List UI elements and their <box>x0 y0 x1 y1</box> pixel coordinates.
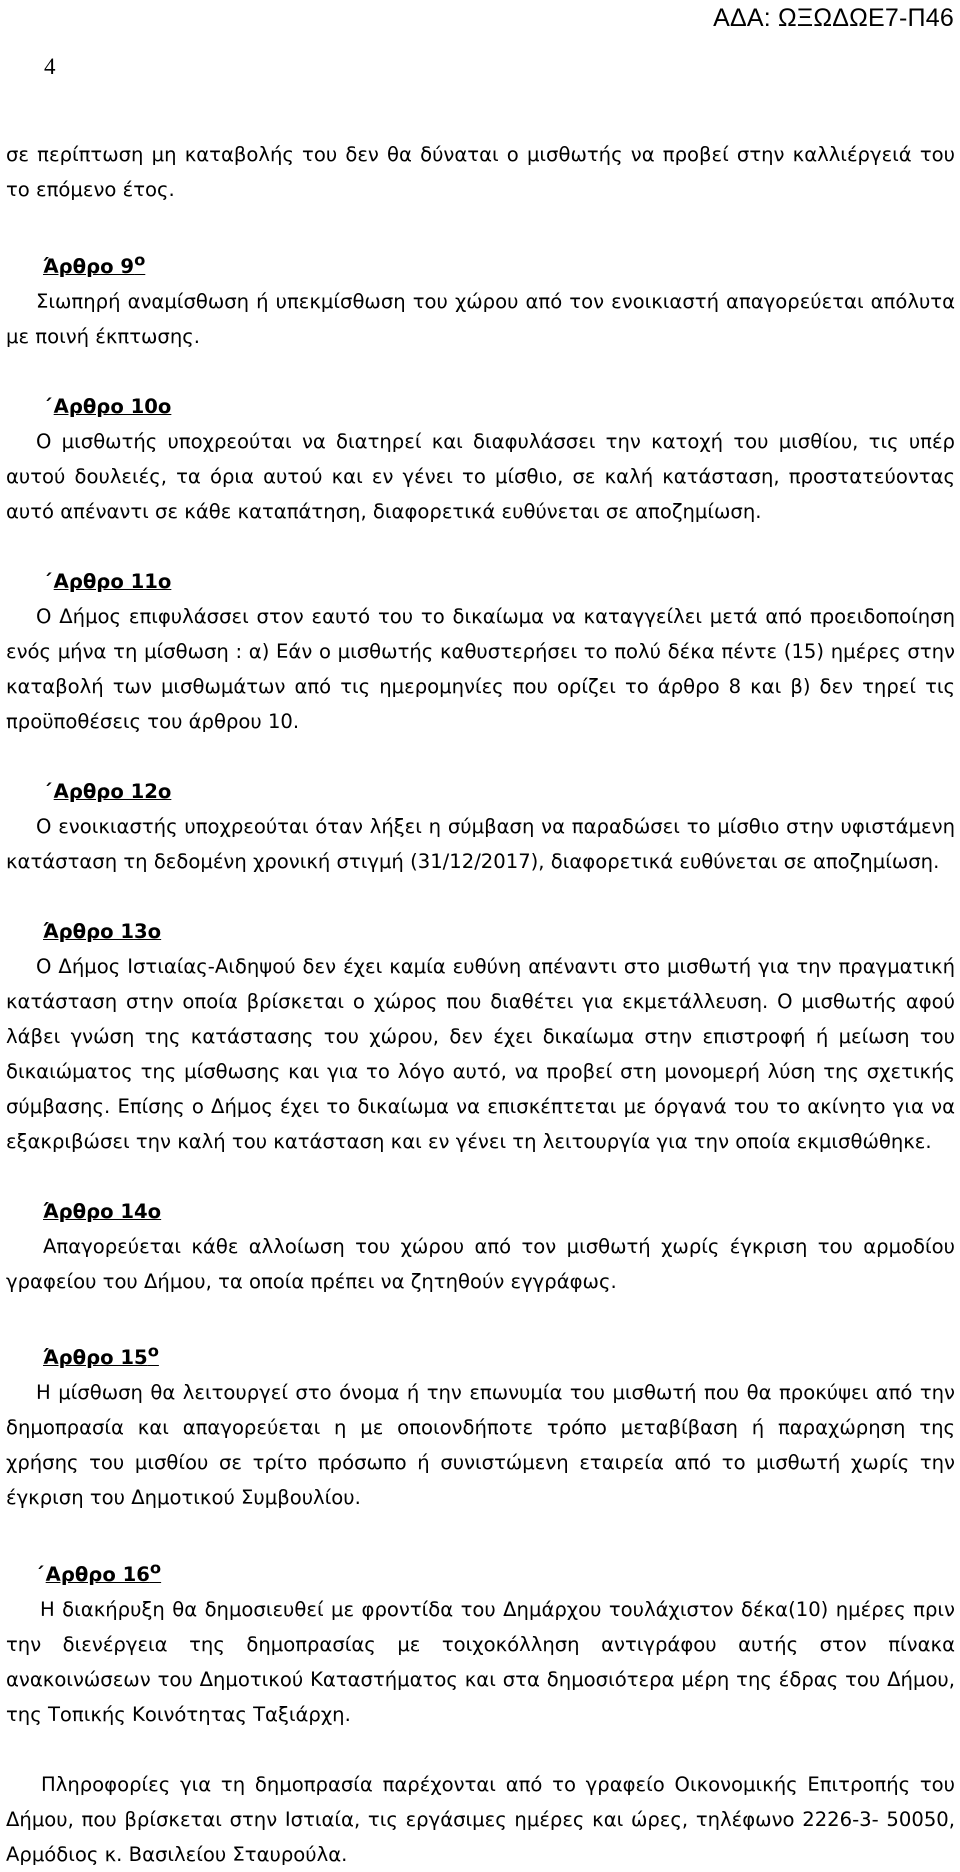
article-heading <box>6 774 955 809</box>
article-title: Άρθρο 13ο <box>43 919 162 943</box>
intro-paragraph: σε περίπτωση μη καταβολής του δεν θα δύναται ο μισθωτής να προβεί στην καλλιέργειά του το επόμενο έτος. <box>6 143 955 201</box>
stress-mark: ΄ <box>43 569 52 593</box>
article-title: Άρθρο $9^o$ <box>43 250 146 278</box>
article-title: Αρθρο 10ο <box>53 394 172 418</box>
article-text: Ο Δήμος Ιστιαίας-Αιδηψού δεν έχει καμία ευθύνη απέναντι στο μισθωτή για την πραγματική κατάσταση στην οποία βρίσκεται ο χώρος που διαθέτει για εκμετάλλευση. Ο μισθωτής αφού λάβει γνώση της κατάστασης του χώρου, δεν έχει δικαίωμα στην επιστροφή ή μείωση του δικαιώματος της μίσθωσης και για το λόγο αυτό, να προβεί στη μονομερή λύση της σχετικής σύμβασης. Επίσης ο Δήμος έχει το δικαίωμα να επισκέπτεται με όργανά του το ακίνητο για να εξακριβώσει την καλή του κατάσταση και εν γένει τη λειτουργία για την οποία εκμισθώθηκε. <box>6 954 955 1153</box>
ada-code: ΑΔΑ: ΩΞΩΔΩΕ7-Π46 <box>713 4 954 32</box>
article-text: Ο μισθωτής υποχρεούται να διατηρεί και διαφυλάσσει την κατοχή του μισθίου, τις υπέρ αυτού δουλειές, τα όρια αυτού και εν γένει το μίσθιο, σε καλή κατάσταση, προστατεύοντας αυτό απέναντι σε κάθε καταπάτηση, διαφορετικά ευθύνεται σε αποζημίωση. <box>6 429 955 523</box>
stress-mark: ΄ <box>43 779 52 803</box>
article-heading <box>6 242 955 284</box>
article-14 <box>6 1194 955 1299</box>
article-9 <box>6 242 955 354</box>
article-text: Ο ενοικιαστής υποχρεούται όταν λήξει η σύμβαση να παραδώσει το μίσθιο στην υφιστάμενη κατάσταση τη δεδομένη χρονική στιγμή (31/12/2017), διαφορετικά ευθύνεται σε αποζημίωση. <box>6 814 955 873</box>
article-heading <box>6 914 955 949</box>
article-title: Αρθρο 11ο <box>53 569 172 593</box>
article-heading <box>6 1334 955 1376</box>
info-paragraph: Πληροφορίες για τη δημοπρασία παρέχονται από το γραφείο Οικονομικής Επιτροπής του Δήμου, που βρίσκεται στην Ιστιαία, τις εργάσιμες ημέρες και ώρες, τηλέφωνο 2226-3- 50050, Αρμόδιος κ. Βασιλείου Σταυρούλα. <box>6 1772 955 1866</box>
article-title: Άρθρο $15^o$ <box>43 1341 159 1370</box>
article-15 <box>6 1334 955 1516</box>
article-text: Ο Δήμος επιφυλάσσει στον εαυτό του το δικαίωμα να καταγγείλει μετά από προειδοποίηση ενός μήνα τη μίσθωση : α) Εάν ο μισθωτής καθυστερήσει το πολύ δέκα πέντε (15) ημέρες στην καταβολή των μισθωμάτων από τις ημερομηνίες που ορίζει το άρθρο 8 και β) δεν τηρεί τις προϋποθέσεις του άρθρου 10. <box>6 604 955 733</box>
document-body <box>6 137 955 1872</box>
stress-mark: ΄ <box>35 1562 44 1586</box>
article-12 <box>6 774 955 879</box>
article-text: Η διακήρυξη θα δημοσιευθεί με φροντίδα του Δημάρχου τουλάχιστον δέκα(10) ημέρες πριν την διενέργεια της δημοπρασίας με τοιχοκόλληση αντιγράφου αυτής στον πίνακα ανακοινώσεων του Δημοτικού Καταστήματος και στα δημοσιότερα μέρη της έδρας του Δήμου, της Τοπικής Κοινότητας Ταξιάρχη. <box>6 1597 955 1726</box>
article-heading <box>6 389 955 424</box>
article-title: Αρθρο $16^o$ <box>45 1558 162 1586</box>
article-11 <box>6 564 955 739</box>
article-text: Η μίσθωση θα λειτουργεί στο όνομα ή την επωνυμία του μισθωτή που θα προκύψει από την δημοπρασία και απαγορεύεται η με οποιονδήποτε τρόπο μεταβίβαση ή παραχώρηση της χρήσης του μισθίου σε τρίτο πρόσωπο ή συνιστώμενη εταιρεία από το μισθωτή χωρίς την έγκριση του Δημοτικού Συμβουλίου. <box>6 1381 955 1510</box>
page-number: 4 <box>44 54 56 79</box>
article-10 <box>6 389 955 529</box>
article-heading <box>6 1550 955 1592</box>
article-13 <box>6 914 955 1159</box>
article-heading <box>6 1194 955 1229</box>
article-heading <box>6 564 955 599</box>
article-text: Απαγορεύεται κάθε αλλοίωση του χώρου από τον μισθωτή χωρίς έγκριση του αρμοδίου γραφείου του Δήμου, τα οποία πρέπει να ζητηθούν εγγράφως. <box>6 1234 955 1293</box>
article-text: Σιωπηρή αναμίσθωση ή υπεκμίσθωση του χώρου από τον ενοικιαστή απαγορεύεται απόλυτα με ποινή έκπτωσης. <box>6 289 955 348</box>
article-title: Άρθρο 14ο <box>43 1199 162 1223</box>
stress-mark: ΄ <box>43 394 52 418</box>
article-16 <box>6 1550 955 1732</box>
article-title: Αρθρο 12ο <box>53 779 172 803</box>
